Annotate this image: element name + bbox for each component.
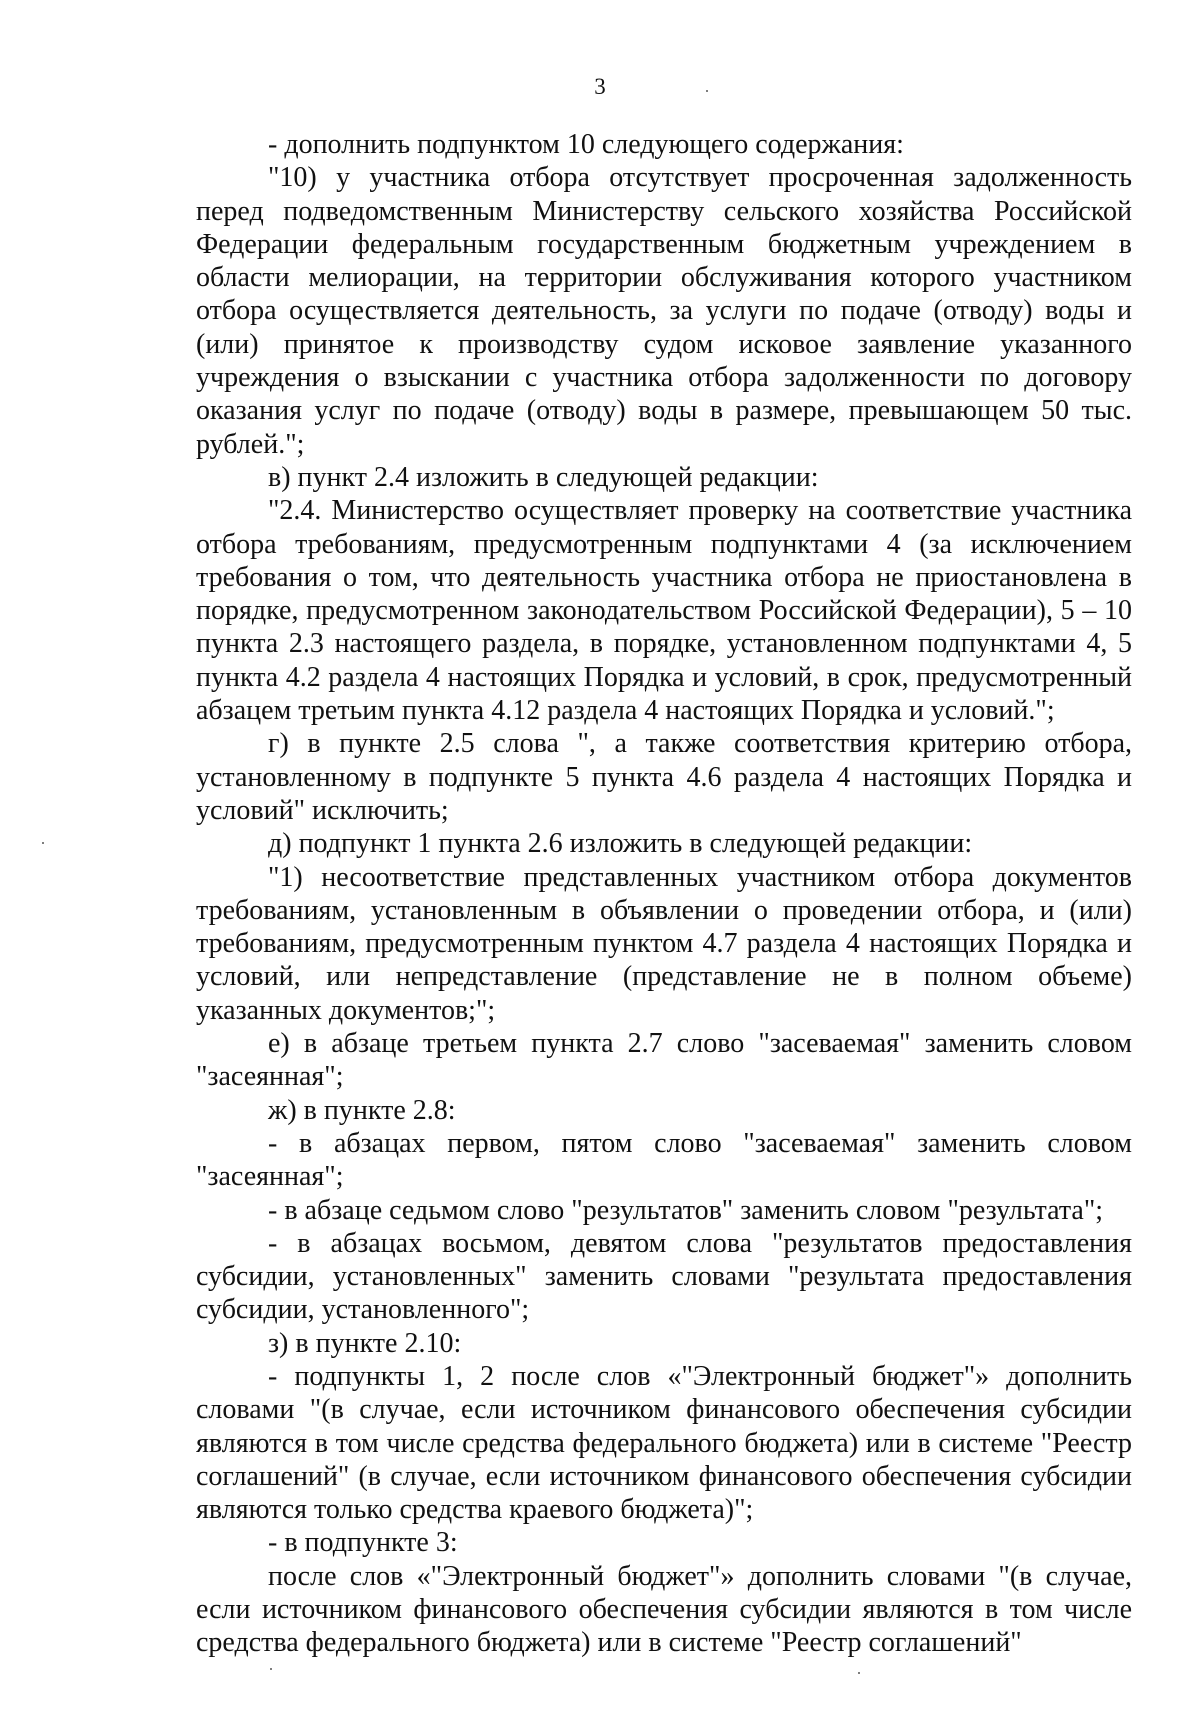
paragraph: - подпункты 1, 2 после слов «"Электронный бюджет"» дополнить словами "(в случае, если источником финансового обеспечения субсидии являются в том числе средства федерального бюджета) или в системе "Реестр соглашений" (в случае, если источником финансового обеспечения субсидии являются только средства краевого бюджета)"; [196,1360,1132,1526]
paragraph: - в абзацах первом, пятом слово "засеваемая" заменить словом "засеянная"; [196,1127,1132,1193]
paragraph: "10) у участника отбора отсутствует просроченная задолженность перед подведомственным Министерству сельского хозяйства Российской Федерации федеральным государственным бюджетным учреждением в области мелиорации, на территории обслуживания которого участником отбора осуществляется деятельность, за услуги по подаче (отводу) воды и (или) принятое к производству судом исковое заявление указанного учреждения о взыскании с участника отбора задолженности по договору оказания услуг по подаче (отводу) воды в размере, превышающем 50 тыс. рублей."; [196,162,1132,460]
paragraph: - в абзацах восьмом, девятом слова "результатов предоставления субсидии, установленных" заменить словами "результата предоставления субсидии, установленного"; [196,1227,1132,1326]
paragraph: - в абзаце седьмом слово "результатов" заменить словом "результата"; [268,1194,1104,1226]
document-body [196,128,1132,1660]
paragraph: д) подпункт 1 пункта 2.6 изложить в следующей редакции: [268,828,973,860]
paragraph: после слов «"Электронный бюджет"» дополнить словами "(в случае, если источником финансового обеспечения субсидии являются в том числе средства федерального бюджета) или в системе "Реестр соглашений" [196,1560,1132,1659]
scan-speck [42,842,44,844]
paragraph: е) в абзаце третьем пункта 2.7 слово "засеваемая" заменить словом "засеянная"; [196,1028,1132,1093]
scan-speck [858,1672,860,1674]
paragraph: "1) несоответствие представленных участником отбора документов требованиям, установленным в объявлении о проведении отбора, и (или) требованиям, предусмотренным пунктом 4.7 раздела 4 настоящих Порядка и условий, или непредставление (представление не в полном объеме) указанных документов;"; [196,861,1132,1026]
paragraph: - дополнить подпунктом 10 следующего содержания: [268,129,904,160]
paragraph: - в подпункте 3: [268,1527,458,1559]
paragraph: г) в пункте 2.5 слова ", а также соответствия критерию отбора, установленному в подпункте 5 пункта 4.6 раздела 4 настоящих Порядка и условий" исключить; [196,728,1132,826]
paragraph: ж) в пункте 2.8: [268,1094,456,1126]
page-number: 3 [594,74,606,99]
scan-speck [706,90,708,92]
scan-speck [270,1668,272,1670]
paragraph: "2.4. Министерство осуществляет проверку на соответствие участника отбора требованиям, предусмотренным подпунктами 4 (за исключением требования о том, что деятельность участника отбора не приостановлена в порядке, предусмотренном законодательством Российской Федерации), 5 – 10 пункта 2.3 настоящего раздела, в порядке, установленном подпунктами 4, 5 пункта 4.2 раздела 4 настоящих Порядка и условий, в срок, предусмотренный абзацем третьим пункта 4.12 раздела 4 настоящих Порядка и условий."; [196,495,1132,727]
paragraph: в) пункт 2.4 изложить в следующей редакции: [268,461,819,493]
paragraph: з) в пункте 2.10: [268,1327,462,1359]
